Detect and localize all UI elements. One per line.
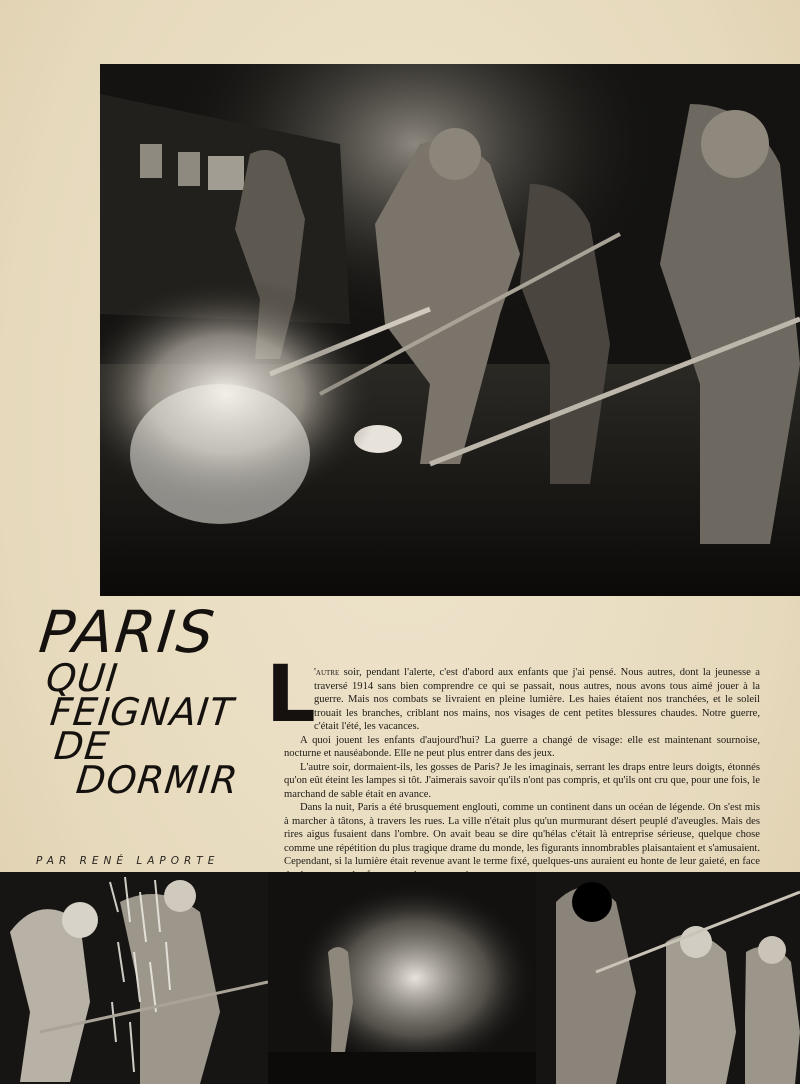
title-line-dormir: DORMIR: [74, 758, 241, 802]
paragraph-4-text: Dans la nuit, Paris a été brusquement englouti, comme un continent dans un océan de légende. On s'est mis à marcher à tâtons, à travers les rues. La ville n'était plus qu'un murmurant désert peuplé d'aveugles. Mais des rires aigus fusaient dans l'ombre. On avait beau se dire qu'hélas c'était là entreprise sérieuse, quelque chose comme une répétition du plus tragique drame du monde, les figurants innombrables plaisantaient et s'amusaient. Cependant, si la lumière était revenue avant le terme fixé, quelques-uns auraient eu honte de leur gaieté, en face: [284, 802, 760, 867]
article-paragraph-3: L'autre soir, dormaient-ils, les gosses de Paris? Je les imaginais, serrant les draps entre leurs doigts, étonnés qu'on eût éteint les lampes si tôt. J'aimerais savoir qu'ils n'ont pas compris, et qu'ils ont cru que, pour une fois, le marchand de sable était en avance.: [284, 761, 760, 800]
top-photograph: [100, 64, 800, 596]
bottom-photograph-middle: [268, 872, 536, 1084]
paragraph-1-text: soir, pendant l'alerte, c'est d'abord aux enfants que j'ai pensé. Nous autres, dont la jeunesse a traversé 1914 sans bien comprendre ce qui se passait, nous autres, nous avons tous aimé jouer à la guerre. Mais nos combats se livraient en pleine lumière. Les haies étaient nos tranchées, et le soleil trouait les branches, criblant nos mains, nos visages de cent petites blessures chaudes. Notre guerre, c'était l'été, les vacances.: [314, 667, 760, 732]
bottom-photograph-left: [0, 872, 268, 1084]
title-line-de: DE: [52, 724, 112, 768]
article-paragraph-4: [284, 801, 760, 882]
article-paragraph-1: [284, 666, 760, 734]
byline: PAR RENÉ LAPORTE: [36, 855, 220, 867]
title-line-paris: PARIS: [36, 598, 220, 666]
bottom-photograph-right: [536, 872, 800, 1084]
article-body: [284, 666, 760, 896]
drop-cap: L: [266, 650, 316, 740]
first-word: 'autre: [314, 667, 340, 678]
title-line-feignait: FEIGNAIT: [48, 690, 236, 734]
article-paragraph-2: A quoi jouent les enfants d'aujourd'hui? La guerre a changé de visage: elle est maintenant sournoise, nocturne et nauséabonde. Elle ne peut plus entrer dans des jeux.: [284, 734, 760, 759]
title-line-qui: QUI: [44, 656, 121, 700]
